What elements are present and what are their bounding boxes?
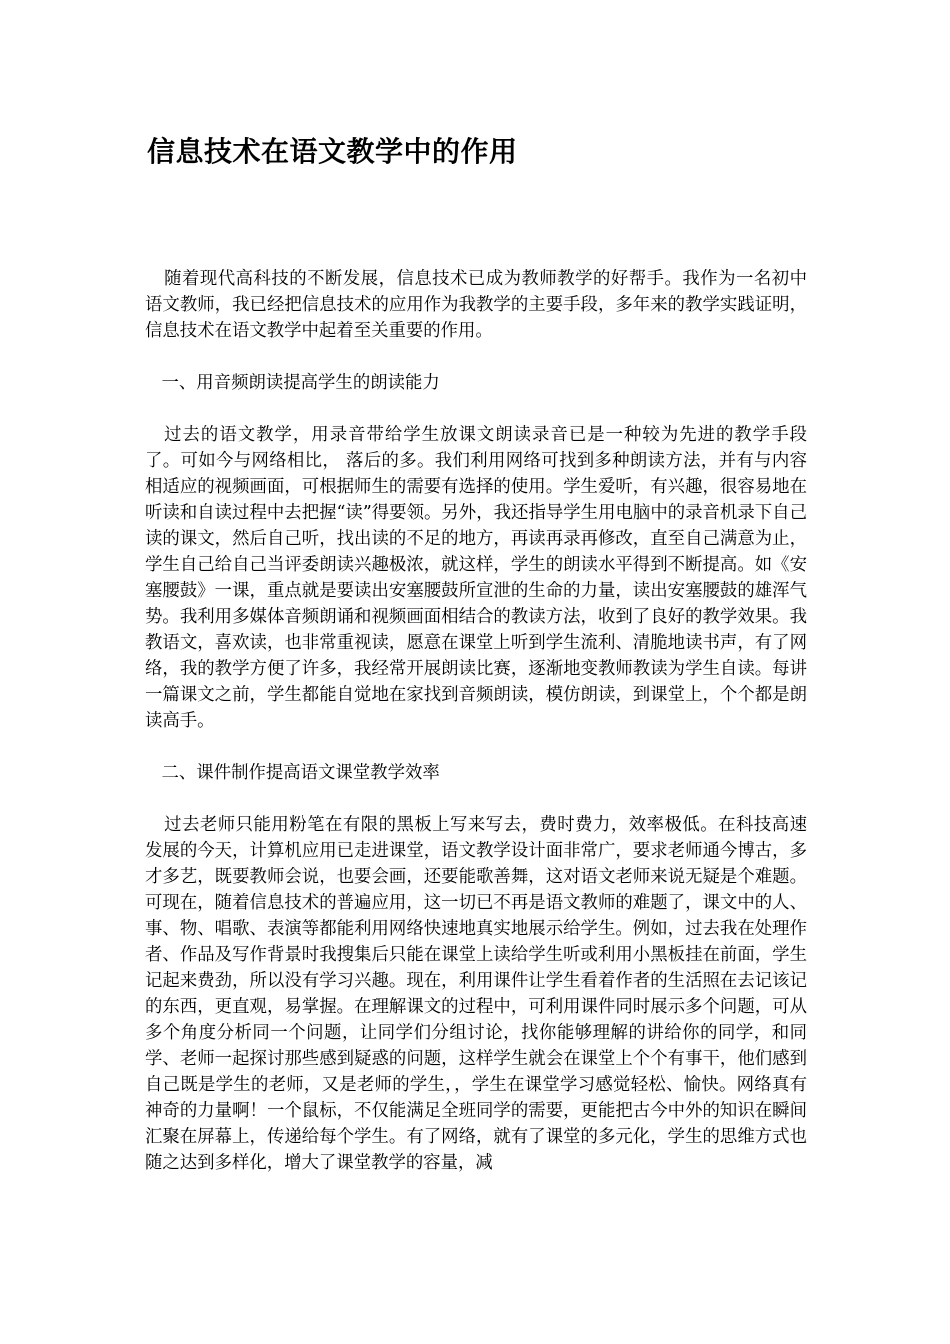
- section-heading-1: 一、用音频朗读提高学生的朗读能力: [161, 373, 440, 393]
- section-heading-2: 二、课件制作提高语文课堂教学效率: [161, 763, 440, 783]
- section-paragraph-1: 过去的语文教学，用录音带给学生放课文朗读录音已是一种较为先进的教学手段了。可如今与网络相比， 落后的多。我们利用网络可找到多种朗读方法，并有与内容相适应的视频画面，可根据师生的需要有选择的使用。学生爱听，有兴趣，很容易地在听读和自读过程中去把握“读”得要领。另外，我还指导学生用电脑中的录音机录下自己读的课文，然后自己听，找出读的不足的地方，再读再录再修改，直至自己满意为止，学生自己给自己当评委朗读兴趣极浓，就这样，学生的朗读水平得到不断提高。如《安塞腰鼓》一课，重点就是要读出安塞腰鼓所宣泄的生命的力量，读出安塞腰鼓的雄浑气势。我利用多媒体音频朗诵和视频画面相结合的教读方法，收到了良好的教学效果。我教语文，喜欢读，也非常重视读，愿意在课堂上听到学生流利、清脆地读书声，有了网络，我的教学方便了许多，我经常开展朗读比赛，逐渐地变教师教读为学生自读。每讲一篇课文之前，学生都能自觉地在家找到音频朗读，模仿朗读，到课堂上，个个都是朗读高手。: [145, 425, 807, 731]
- document-title: 信息技术在语文教学中的作用: [147, 135, 518, 168]
- section-paragraph-2: 过去老师只能用粉笔在有限的黑板上写来写去，费时费力，效率极低。在科技高速发展的今天，计算机应用已走进课堂，语文教学设计面非常广，要求老师通今博古，多才多艺，既要教师会说，也要会画，还要能歌善舞，这对语文老师来说无疑是个难题。可现在，随着信息技术的普遍应用，这一切已不再是语文教师的难题了，课文中的人、事、物、唱歌、表演等都能利用网络快速地真实地展示给学生。例如，过去我在处理作者、作品及写作背景时我搜集后只能在课堂上读给学生听或利用小黑板挂在前面，学生记起来费劲，所以没有学习兴趣。现在，利用课件让学生看着作者的生活照在去记该记的东西，更直观，易掌握。在理解课文的过程中，可利用课件同时展示多个问题，可从多个角度分析同一个问题，让同学们分组讨论，找你能够理解的讲给你的同学，和同学、老师一起探讨那些感到疑惑的问题，这样学生就会在课堂上个个有事干，他们感到自己既是学生的老师，又是老师的学生，，学生在课堂学习感觉轻松、愉快。网络真有神奇的力量啊！一个鼠标，不仅能满足全班同学的需要，更能把古今中外的知识在瞬间汇聚在屏幕上，传递给每个学生。有了网络，就有了课堂的多元化，学生的思维方式也随之达到多样化，增大了课堂教学的容量，减: [145, 815, 807, 1173]
- document-body: [145, 266, 807, 1176]
- intro-paragraph: 随着现代高科技的不断发展，信息技术已成为教师教学的好帮手。我作为一名初中语文教师，我已经把信息技术的应用作为我教学的主要手段，多年来的教学实践证明，信息技术在语文教学中起着至关重要的作用。: [145, 269, 807, 341]
